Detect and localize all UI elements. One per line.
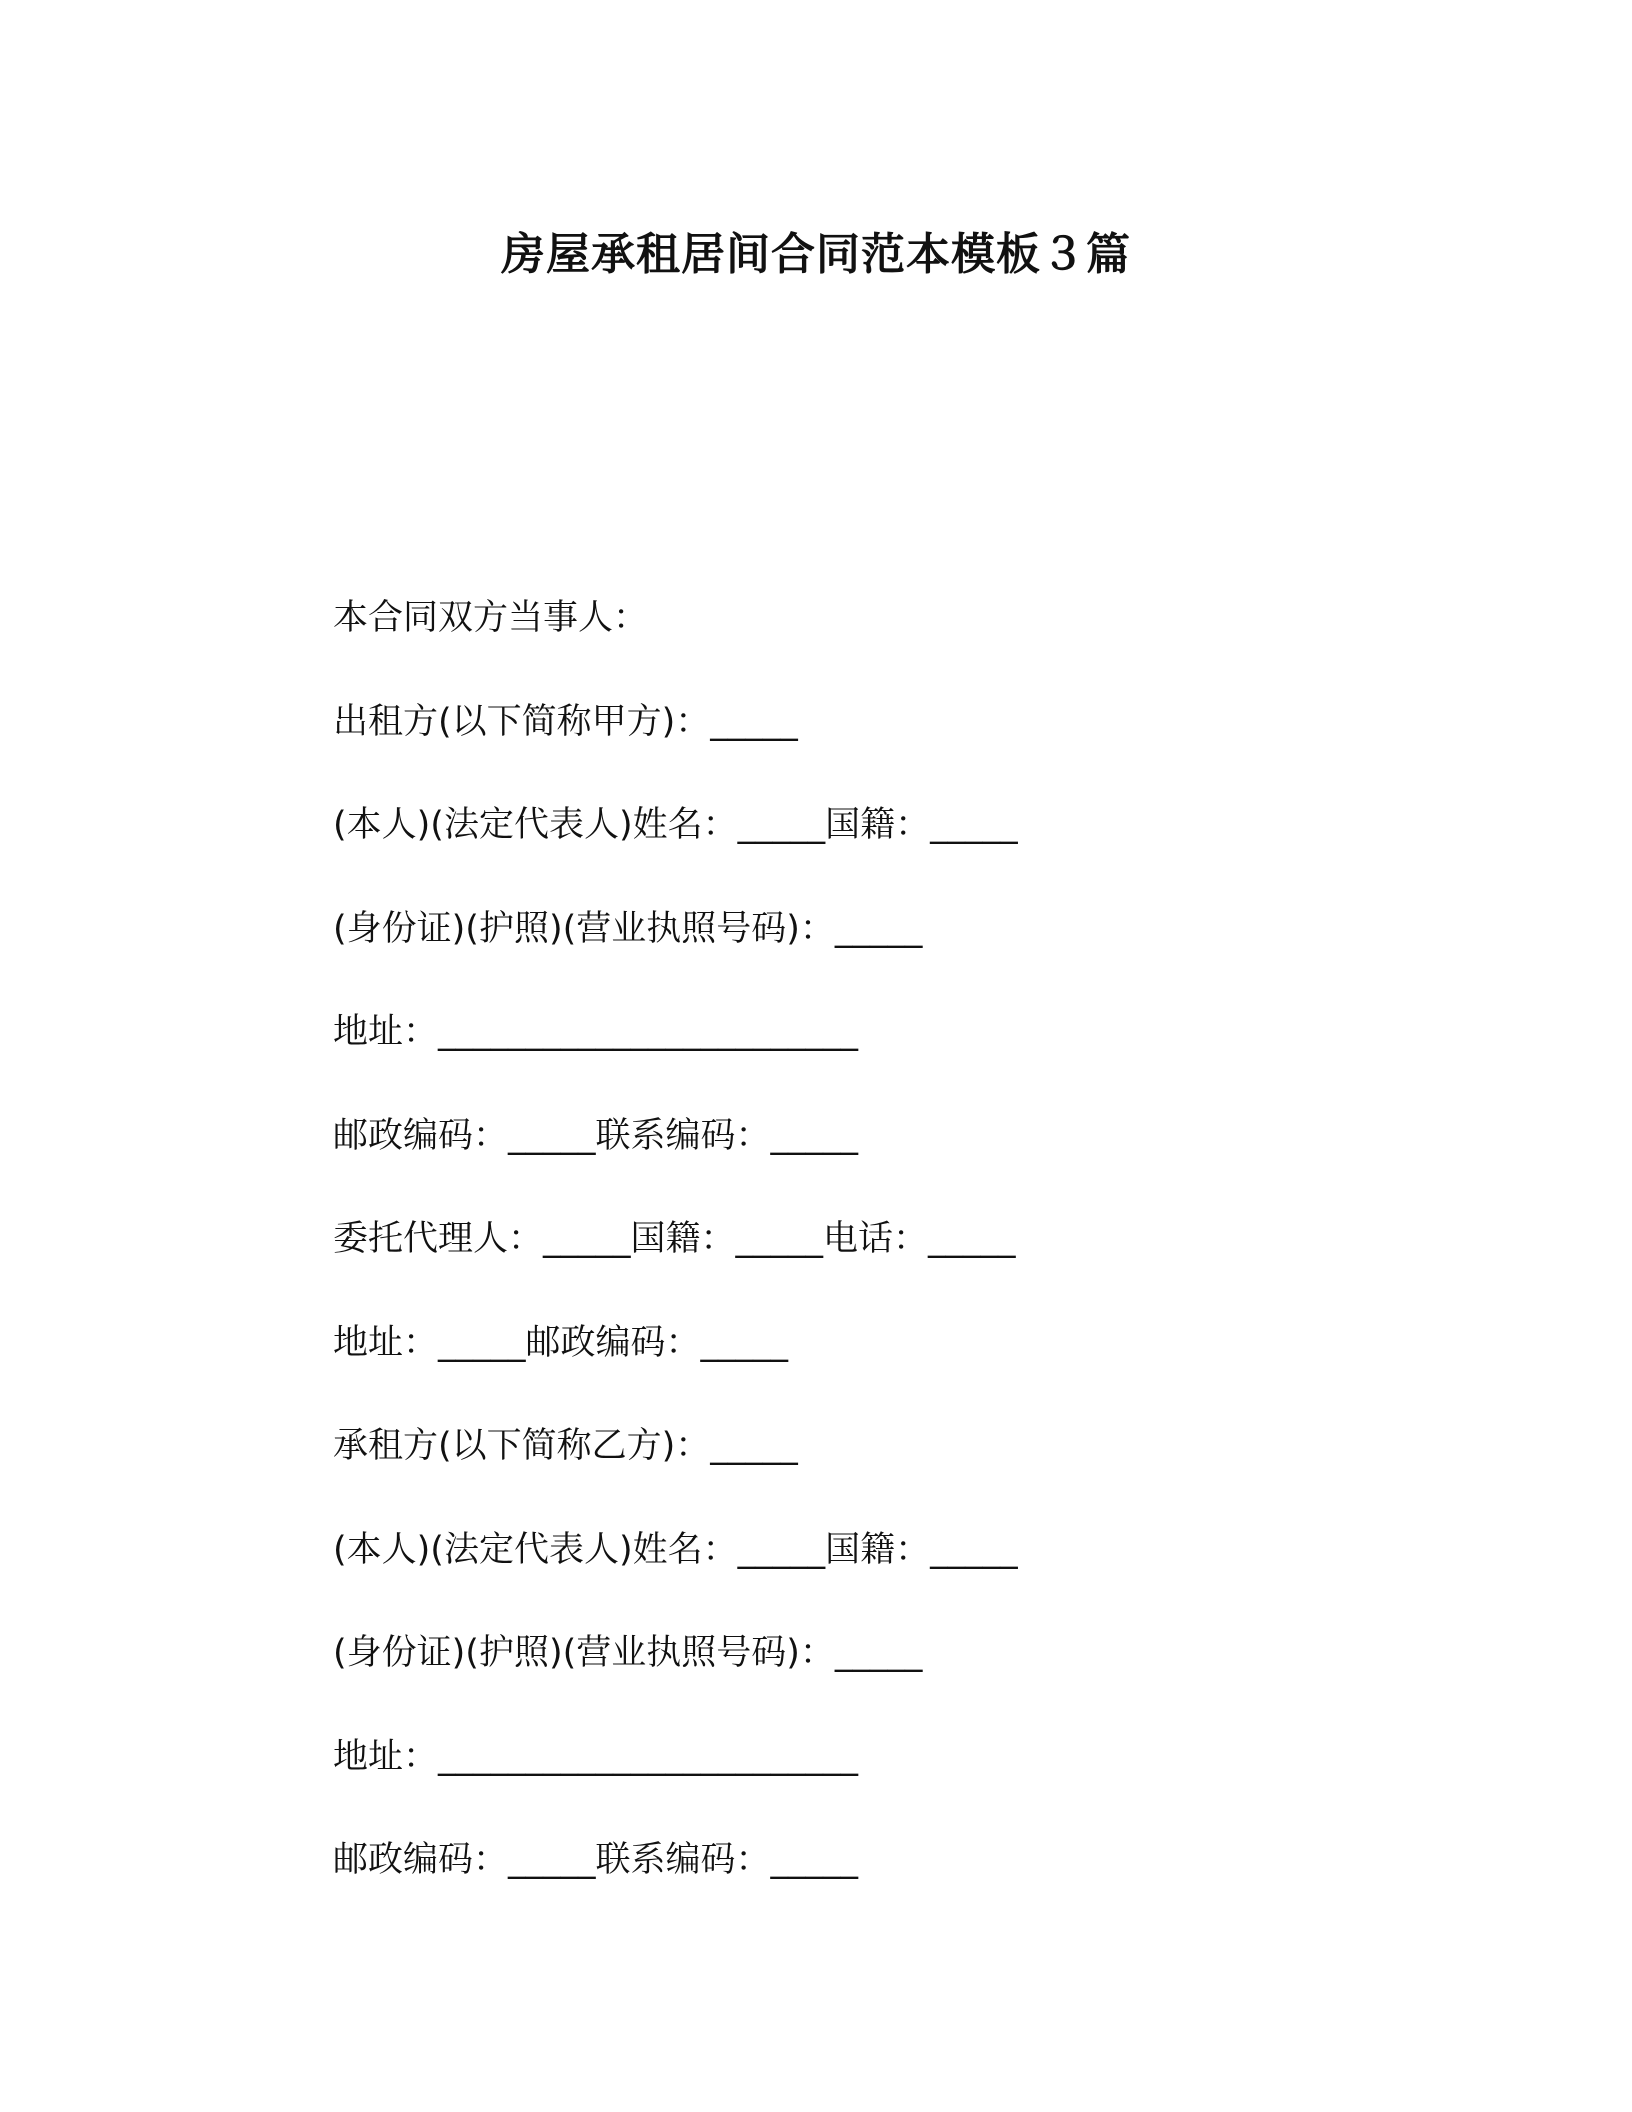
lessee-name-nationality-line: (本人)(法定代表人)姓名：_____国籍：_____ — [333, 1529, 1018, 1570]
lessor-postal-contact-line: 邮政编码：_____联系编码：_____ — [333, 1115, 859, 1156]
document-title: 房屋承租居间合同范本模板３篇 — [501, 229, 1131, 280]
agent-address-postal-line: 地址：_____邮政编码：_____ — [333, 1322, 789, 1363]
lessee-address-line: 地址：________________________ — [333, 1736, 859, 1777]
lessee-line: 承租方(以下简称乙方)：_____ — [333, 1426, 798, 1466]
lessor-id-line: (身份证)(护照)(营业执照号码)：_____ — [333, 908, 923, 949]
lessee-id-line: (身份证)(护照)(营业执照号码)：_____ — [333, 1633, 923, 1673]
lessee-postal-contact-line: 邮政编码：_____联系编码：_____ — [333, 1840, 859, 1880]
lessor-address-line: 地址：________________________ — [333, 1012, 859, 1052]
parties-intro-line: 本合同双方当事人： — [333, 598, 649, 638]
lessor-line: 出租方(以下简称甲方)：_____ — [333, 701, 798, 742]
agent-line: 委托代理人：_____国籍：_____电话：_____ — [333, 1219, 1016, 1259]
lessor-name-nationality-line: (本人)(法定代表人)姓名：_____国籍：_____ — [333, 805, 1018, 845]
contract-parties-section — [333, 594, 1333, 1940]
